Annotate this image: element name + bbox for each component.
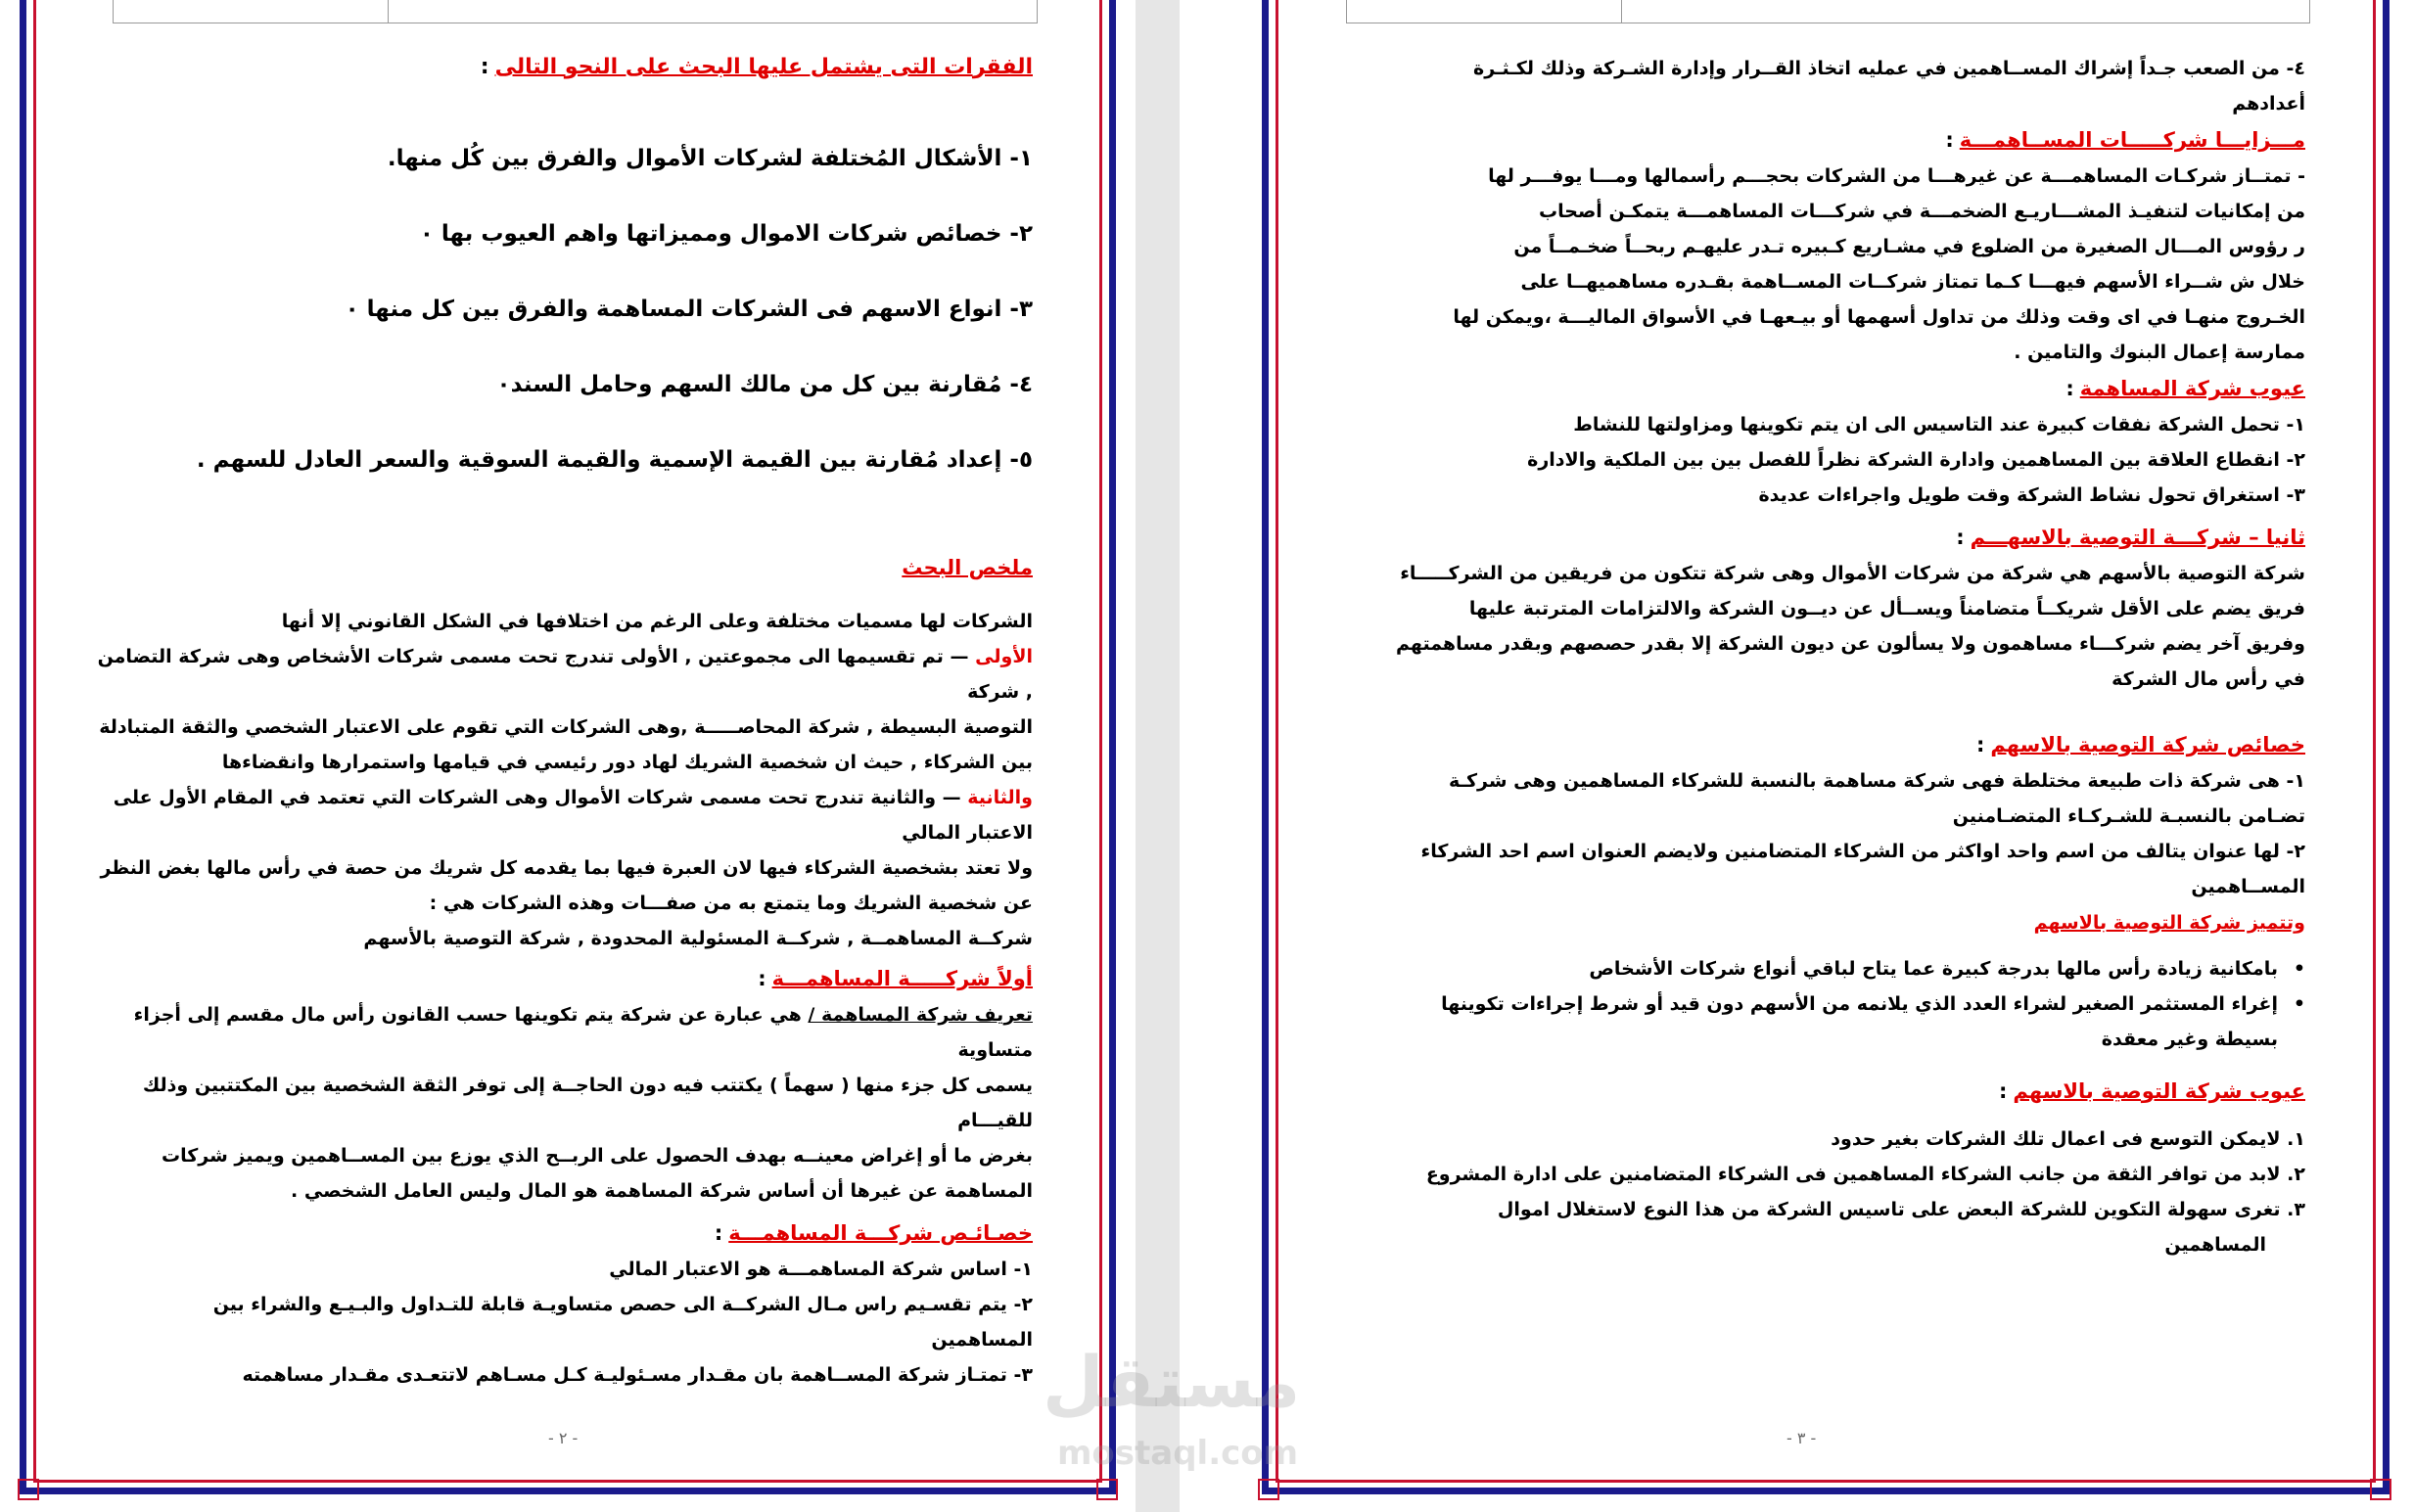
text-line: ٢- يتم تقسـيم راس مـال الشركــة الى حصص متساويـة قابلة للتـداول والبـيـع والشراء بين bbox=[212, 1294, 1033, 1315]
text-line: والثانية — والثانية تندرج تحت مسمى شركات الأموال وهى الشركات التي تعتمد في المقام الأول على الاعتبار المالي bbox=[113, 787, 1033, 844]
tawsiya-features-list bbox=[1317, 763, 2305, 904]
list-item: • إغراء المستثمر الصغير لشراء العدد الذي يلانمه من الأسهم دون قيد أو شرط إجراءات تكوينها bbox=[1317, 986, 2305, 1022]
page-header-line bbox=[113, 0, 1038, 23]
text-line: ٣- تمتـاز شركة المســاهمة بان مقـدار مسـئوليـة كـل مسـاهم لاتتعـدى مقـدار مساهمته bbox=[242, 1364, 1033, 1386]
advantages-paragraph bbox=[1317, 159, 2305, 370]
corner-ornament bbox=[2370, 1479, 2391, 1500]
summary-paragraph bbox=[93, 604, 1033, 956]
corner-ornament bbox=[18, 1479, 39, 1500]
text-line: ولا تعتد بشخصية الشركاء فيها لان العبرة فيها بما يقدمه كل شريك من حصة في رأس مالها بغض النظر bbox=[100, 857, 1033, 879]
section-heading-first: أولاً شركـــــة المساهمـــة: bbox=[758, 967, 1033, 990]
bullet-dot-icon: • bbox=[2293, 958, 2305, 980]
text-line: بين الشركاء , حيث ان شخصية الشريك لهاد دور رئيسي في قيامها واستمرارها وانقضاءها bbox=[221, 752, 1033, 773]
watermark-logo: مستقل bbox=[1043, 1341, 1301, 1423]
text-line: وفريق آخر يضم شركـــاء مساهمون ولا يسألون عن ديون الشركة إلا بقدر حصصهم وبقدر مساهمتهم bbox=[1396, 633, 2305, 655]
features-list bbox=[93, 1252, 1033, 1393]
list-item: ٤- مُقارنة بين كل من مالك السهم وحامل السند٠ bbox=[496, 372, 1033, 397]
text-line: ممارسة إعمال البنوك والتامين . bbox=[2014, 342, 2305, 363]
section-heading-features: خصـائـص شركـــة المساهمـــة: bbox=[714, 1221, 1033, 1245]
highlight-first: الأولى bbox=[975, 646, 1033, 667]
watermark-url: mostaql.com bbox=[1057, 1434, 1299, 1473]
text-line: ٤- من الصعب جـداً إشراك المســاهمين في عمليه اتخاذ القــرار وإدارة الشـركة وذلك لكـثـرة bbox=[1473, 58, 2305, 79]
document-page-right bbox=[1180, 0, 2413, 1512]
distinct-bullet-list bbox=[1317, 951, 2305, 1057]
text-line: يسمى كل جزء منها ( سهماً ) يكتتب فيه دون الحاجــة إلى توفر الثقة الشخصية بين المكتتبين وذلك bbox=[142, 1075, 1033, 1096]
corner-ornament bbox=[1096, 1479, 1118, 1500]
definition-paragraph bbox=[93, 997, 1033, 1209]
outline-list bbox=[93, 121, 1033, 498]
text-line: ر رؤوس المـــال الصغيرة من الضلوع في مشـاريع كـبيره تـدر عليهـم ربحــاً ضخـمــاً من bbox=[1513, 236, 2305, 257]
section-heading-features-tawsiya: خصائص شركة التوصية بالاسهم: bbox=[1975, 733, 2305, 756]
list-item: • بامكانية زيادة رأس مالها بدرجة كبيرة عما يتاح لباقي أنواع شركات الأشخاص bbox=[1317, 951, 2305, 986]
section-heading-second: ثانيا – شركـــة التوصية بالاسهـــم: bbox=[1956, 526, 2305, 549]
text-line: أعدادهم bbox=[2232, 93, 2305, 115]
text-line: تضـامن بالنسبـة للشـركـاء المتضـامنين bbox=[1952, 805, 2305, 827]
text-line: - تمتــاز شركـات المساهمـــة عن غيرهـــا من الشركات بحجـــم رأسمالها ومـــا يوفـــر لها bbox=[1488, 165, 2305, 187]
text-line: ٢- انقطاع العلاقة بين المساهمين وادارة الشركة نظراً للفصل بين بين الملكية والادارة bbox=[1527, 449, 2305, 471]
text-line: شركة التوصية بالأسهم هي شركة من شركات الأموال وهى شركة تتكون من فريقين من الشركـــــاء bbox=[1400, 563, 2305, 584]
bullet-dot-icon: • bbox=[2293, 993, 2305, 1015]
list-item: ١. لايمكن التوسع فى اعمال تلك الشركات بغير حدود bbox=[1831, 1128, 2305, 1150]
text-line: ٣- استغراق تحول نشاط الشركة وقت طويل واجراءات عديدة bbox=[1758, 484, 2305, 506]
list-item: ١- الأشكال المُختلفة لشركات الأموال والفرق بين كُل منها. bbox=[387, 146, 1033, 171]
text-line: المساهمين bbox=[2164, 1234, 2266, 1256]
cons-list bbox=[1317, 1122, 2305, 1262]
left-page-content bbox=[93, 49, 1033, 1393]
page-number: - ٢ - bbox=[548, 1429, 579, 1447]
text-line: ٢- لها عنوان يتالف من اسم واحد اواكثر من الشركاء المتضامنين ولايضم العنوان اسم احد الشركاء bbox=[1420, 841, 2305, 862]
text-line: من إمكانيات لتنفيـذ المشـــاريـع الضخمـــة في شركـــات المساهمـــة يتمكـن أصحاب bbox=[1539, 201, 2305, 222]
list-item: ٥- إعداد مُقارنة بين القيمة الإسمية والقيمة السوقية والسعر العادل للسهم . bbox=[196, 447, 1033, 473]
disadvantages-list bbox=[1317, 407, 2305, 513]
text-line: تعريف شركة المساهمة / هي عبارة عن شركة يتم تكوينها حسب القانون رأس مال مقسم إلى أجزاء bbox=[133, 1004, 1033, 1026]
section-heading-outline: الفقرات التى يشتمل عليها البحث على النحو التالى: bbox=[480, 55, 1033, 79]
text-line: ١- هى شركة ذات طبيعة مختلطة فهى شركة مساهمة بالنسبة للشركاء المساهمين وهى شركـة bbox=[1448, 770, 2305, 792]
text-line: متساوية bbox=[957, 1039, 1033, 1061]
definition-label: تعريف شركة المساهمة / bbox=[808, 1004, 1033, 1026]
document-page-left bbox=[0, 0, 1136, 1512]
text-line: في رأس مال الشركة bbox=[2111, 668, 2305, 690]
section-heading-distinct: وتتميز شركة التوصية بالاسهم bbox=[2033, 912, 2305, 934]
text-line: المساهمة عن غيرها أن أساس شركة المساهمة هو المال وليس العامل الشخصي . bbox=[291, 1180, 1033, 1202]
text-line: بغرض ما أو إغراض معينــه بهدف الحصول على الربــح الذي يوزع بين المســاهمين ويميز شركات bbox=[161, 1145, 1033, 1167]
section-heading-cons: عيوب شركة التوصية بالاسهم: bbox=[1999, 1079, 2305, 1103]
text-line: بسيطة وغير معقدة bbox=[2101, 1029, 2278, 1050]
text-line: التوصية البسيطة , شركة المحاصـــــة ,وهى الشركات التي تقوم على الاعتبار الشخصي والثقة المتبادلة bbox=[99, 716, 1033, 738]
second-paragraph bbox=[1317, 556, 2305, 697]
text-line: المســاهمين bbox=[2191, 876, 2305, 897]
text-line: خلال ش شــراء الأسهم فيهـــا كـما تمتاز شركــات المســاهمة بقـدره مساهميهــا على bbox=[1520, 271, 2305, 293]
right-page-content bbox=[1317, 51, 2305, 1262]
section-heading-disadvantages: عيوب شركة المساهمة: bbox=[2065, 377, 2305, 400]
text-line: للقيـــام bbox=[957, 1110, 1033, 1131]
text-line: فريق يضم على الأقل شريكــاً متضامناً ويســأل عن ديــون الشركة والالتزامات المترتبة عليها bbox=[1468, 598, 2305, 619]
page-number: - ٣ - bbox=[1787, 1429, 1817, 1447]
intro-paragraph bbox=[1317, 51, 2305, 121]
text-line: عن شخصية الشريك وما يتمتع به من صفـــات وهذه الشركات هي : bbox=[429, 893, 1033, 914]
text-line: المساهمين bbox=[931, 1329, 1033, 1351]
text-line: ١- تحمل الشركة نفقات كبيرة عند التاسيس الى ان يتم تكوينها ومزاولتها للنشاط bbox=[1573, 414, 2305, 435]
text-line: الشركات لها مسميات مختلفة وعلى الرغم من اختلافها في الشكل القانوني إلا أنها bbox=[281, 611, 1033, 632]
list-item: ٣- انواع الاسهم فى الشركات المساهمة والفرق بين كل منها ٠ bbox=[345, 297, 1033, 322]
text-line: الخـروج منهـا في اى وقت وذلك من تداول أسهمها أو بيـعهـا في الأسواق الماليـــة ،ويمكن لها bbox=[1453, 306, 2305, 328]
highlight-second: والثانية bbox=[967, 787, 1033, 808]
corner-ornament bbox=[1258, 1479, 1279, 1500]
list-item: ٢- خصائص شركات الاموال ومميزاتها واهم العيوب بها ٠ bbox=[419, 221, 1033, 247]
text-line: شركــة المساهمــة , شركــة المسئولية المحدودة , شركة التوصية بالأسهم bbox=[363, 928, 1033, 949]
section-heading-summary: ملخص البحث bbox=[902, 556, 1033, 579]
text-line: الأولى — تم تقسيمها الى مجموعتين , الأولى تندرج تحت مسمى شركات الأشخاص وهى شركة التضامن , شركة bbox=[97, 646, 1033, 703]
text-line: ١- اساس شركة المساهمـــة هو الاعتبار المالي bbox=[609, 1259, 1033, 1280]
list-item: ٣. تغرى سهولة التكوين للشركة البعض على تاسيس الشركة من هذا النوع لاستغلال اموال bbox=[1497, 1199, 2305, 1220]
list-item: ٢. لابد من توافر الثقة من جانب الشركاء المساهمين فى الشركاء المتضامنين على ادارة المشروع bbox=[1425, 1164, 2305, 1185]
section-heading-advantages: مـــزايـــا شركـــــات المســاهمـــة: bbox=[1945, 128, 2305, 152]
page-header-line bbox=[1346, 0, 2310, 23]
